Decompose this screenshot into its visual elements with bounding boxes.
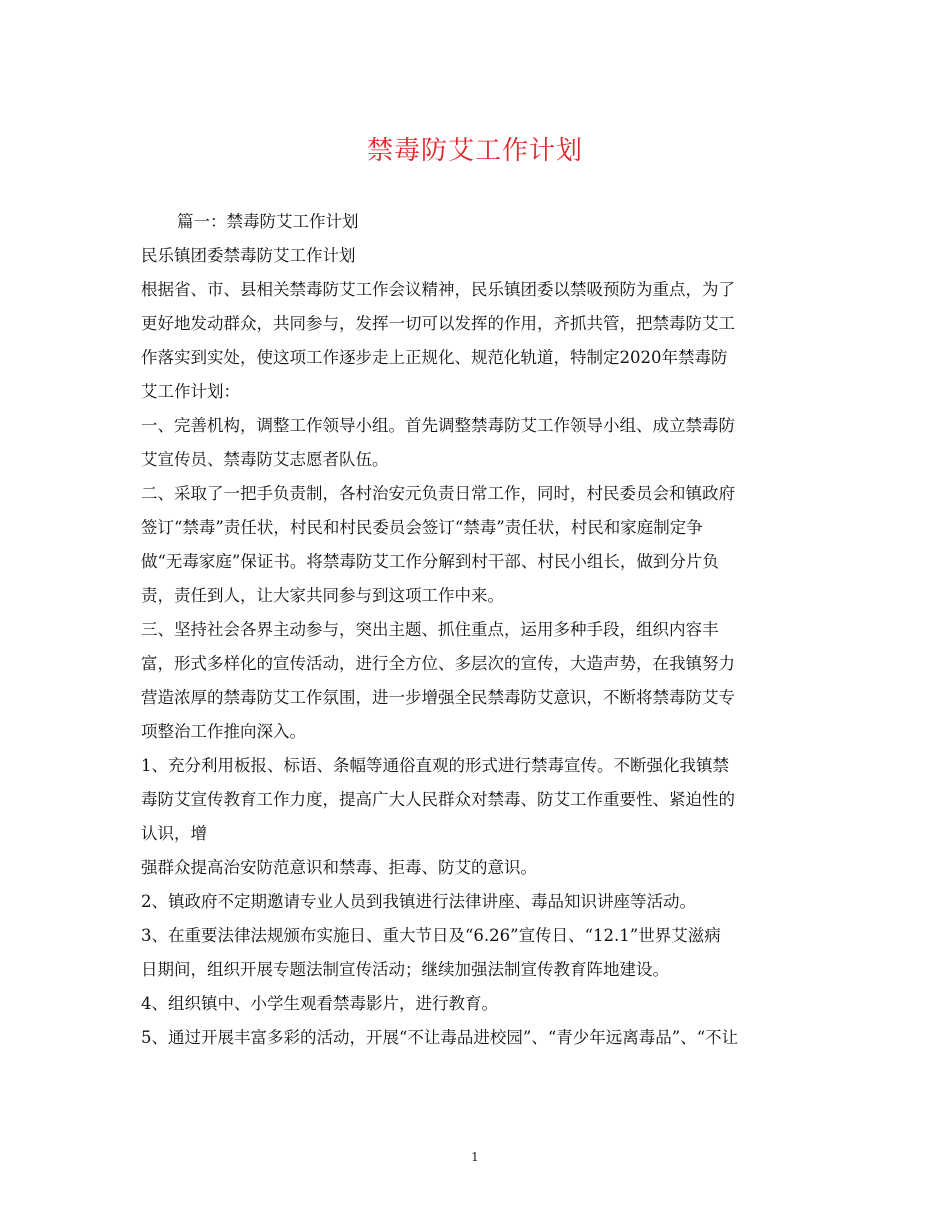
paragraph-line: 强群众提高治安防范意识和禁毒、拒毒、防艾的意识。 bbox=[141, 858, 537, 877]
paragraph-line: 签订“禁毒”责任状，村民和村民委员会签订“禁毒”责任状，村民和家庭制定争 bbox=[141, 518, 703, 537]
paragraph-line: 富，形式多样化的宣传活动，进行全方位、多层次的宣传，大造声势，在我镇努力 bbox=[141, 654, 735, 673]
section-heading: 篇一：禁毒防艾工作计划 bbox=[177, 212, 359, 231]
paragraph-line: 作落实到实处，使这项工作逐步走上正规化、规范化轨道，特制定2020年禁毒防 bbox=[141, 348, 728, 367]
paragraph-line: 一、完善机构，调整工作领导小组。首先调整禁毒防艾工作领导小组、成立禁毒防 bbox=[141, 416, 735, 435]
paragraph-line: 艾工作计划： bbox=[141, 382, 240, 401]
paragraph-line: 三、坚持社会各界主动参与，突出主题、抓住重点，运用多种手段，组织内容丰 bbox=[141, 620, 719, 639]
paragraph-line: 二、采取了一把手负责制，各村治安元负责日常工作，同时，村民委员会和镇政府 bbox=[141, 484, 735, 503]
document-body bbox=[141, 205, 816, 1055]
paragraph-line: 认识，增 bbox=[141, 824, 207, 843]
subtitle-line: 民乐镇团委禁毒防艾工作计划 bbox=[141, 246, 356, 265]
paragraph-line: 5、通过开展丰富多彩的活动，开展“不让毒品进校园”、“青少年远离毒品”、“不让 bbox=[141, 1028, 739, 1047]
paragraph-line: 艾宣传员、禁毒防艾志愿者队伍。 bbox=[141, 450, 389, 469]
page-number: 1 bbox=[471, 1150, 479, 1164]
paragraph-line: 1、充分利用板报、标语、条幅等通俗直观的形式进行禁毒宣传。不断强化我镇禁 bbox=[141, 756, 729, 775]
paragraph-line: 日期间，组织开展专题法制宣传活动；继续加强法制宣传教育阵地建设。 bbox=[141, 960, 669, 979]
paragraph-line: 做“无毒家庭”保证书。将禁毒防艾工作分解到村干部、村民小组长，做到分片负 bbox=[141, 552, 719, 571]
paragraph-line: 营造浓厚的禁毒防艾工作氛围，进一步增强全民禁毒防艾意识，不断将禁毒防艾专 bbox=[141, 688, 735, 707]
paragraph-line: 2、镇政府不定期邀请专业人员到我镇进行法律讲座、毒品知识讲座等活动。 bbox=[141, 892, 696, 911]
paragraph-line: 毒防艾宣传教育工作力度，提高广大人民群众对禁毒、防艾工作重要性、紧迫性的 bbox=[141, 790, 735, 809]
paragraph-line: 4、组织镇中、小学生观看禁毒影片，进行教育。 bbox=[141, 994, 498, 1013]
paragraph-line: 项整治工作推向深入。 bbox=[141, 722, 306, 741]
paragraph-line: 更好地发动群众，共同参与，发挥一切可以发挥的作用，齐抓共管，把禁毒防艾工 bbox=[141, 314, 735, 333]
document-title: 禁毒防艾工作计划 bbox=[366, 136, 583, 166]
paragraph-line: 责，责任到人，让大家共同参与到这项工作中来。 bbox=[141, 586, 504, 605]
paragraph-line: 根据省、市、县相关禁毒防艾工作会议精神，民乐镇团委以禁吸预防为重点，为了 bbox=[141, 280, 735, 299]
paragraph-line: 3、在重要法律法规颁布实施日、重大节日及“6.26”宣传日、“12.1”世界艾滋病 bbox=[141, 926, 721, 945]
